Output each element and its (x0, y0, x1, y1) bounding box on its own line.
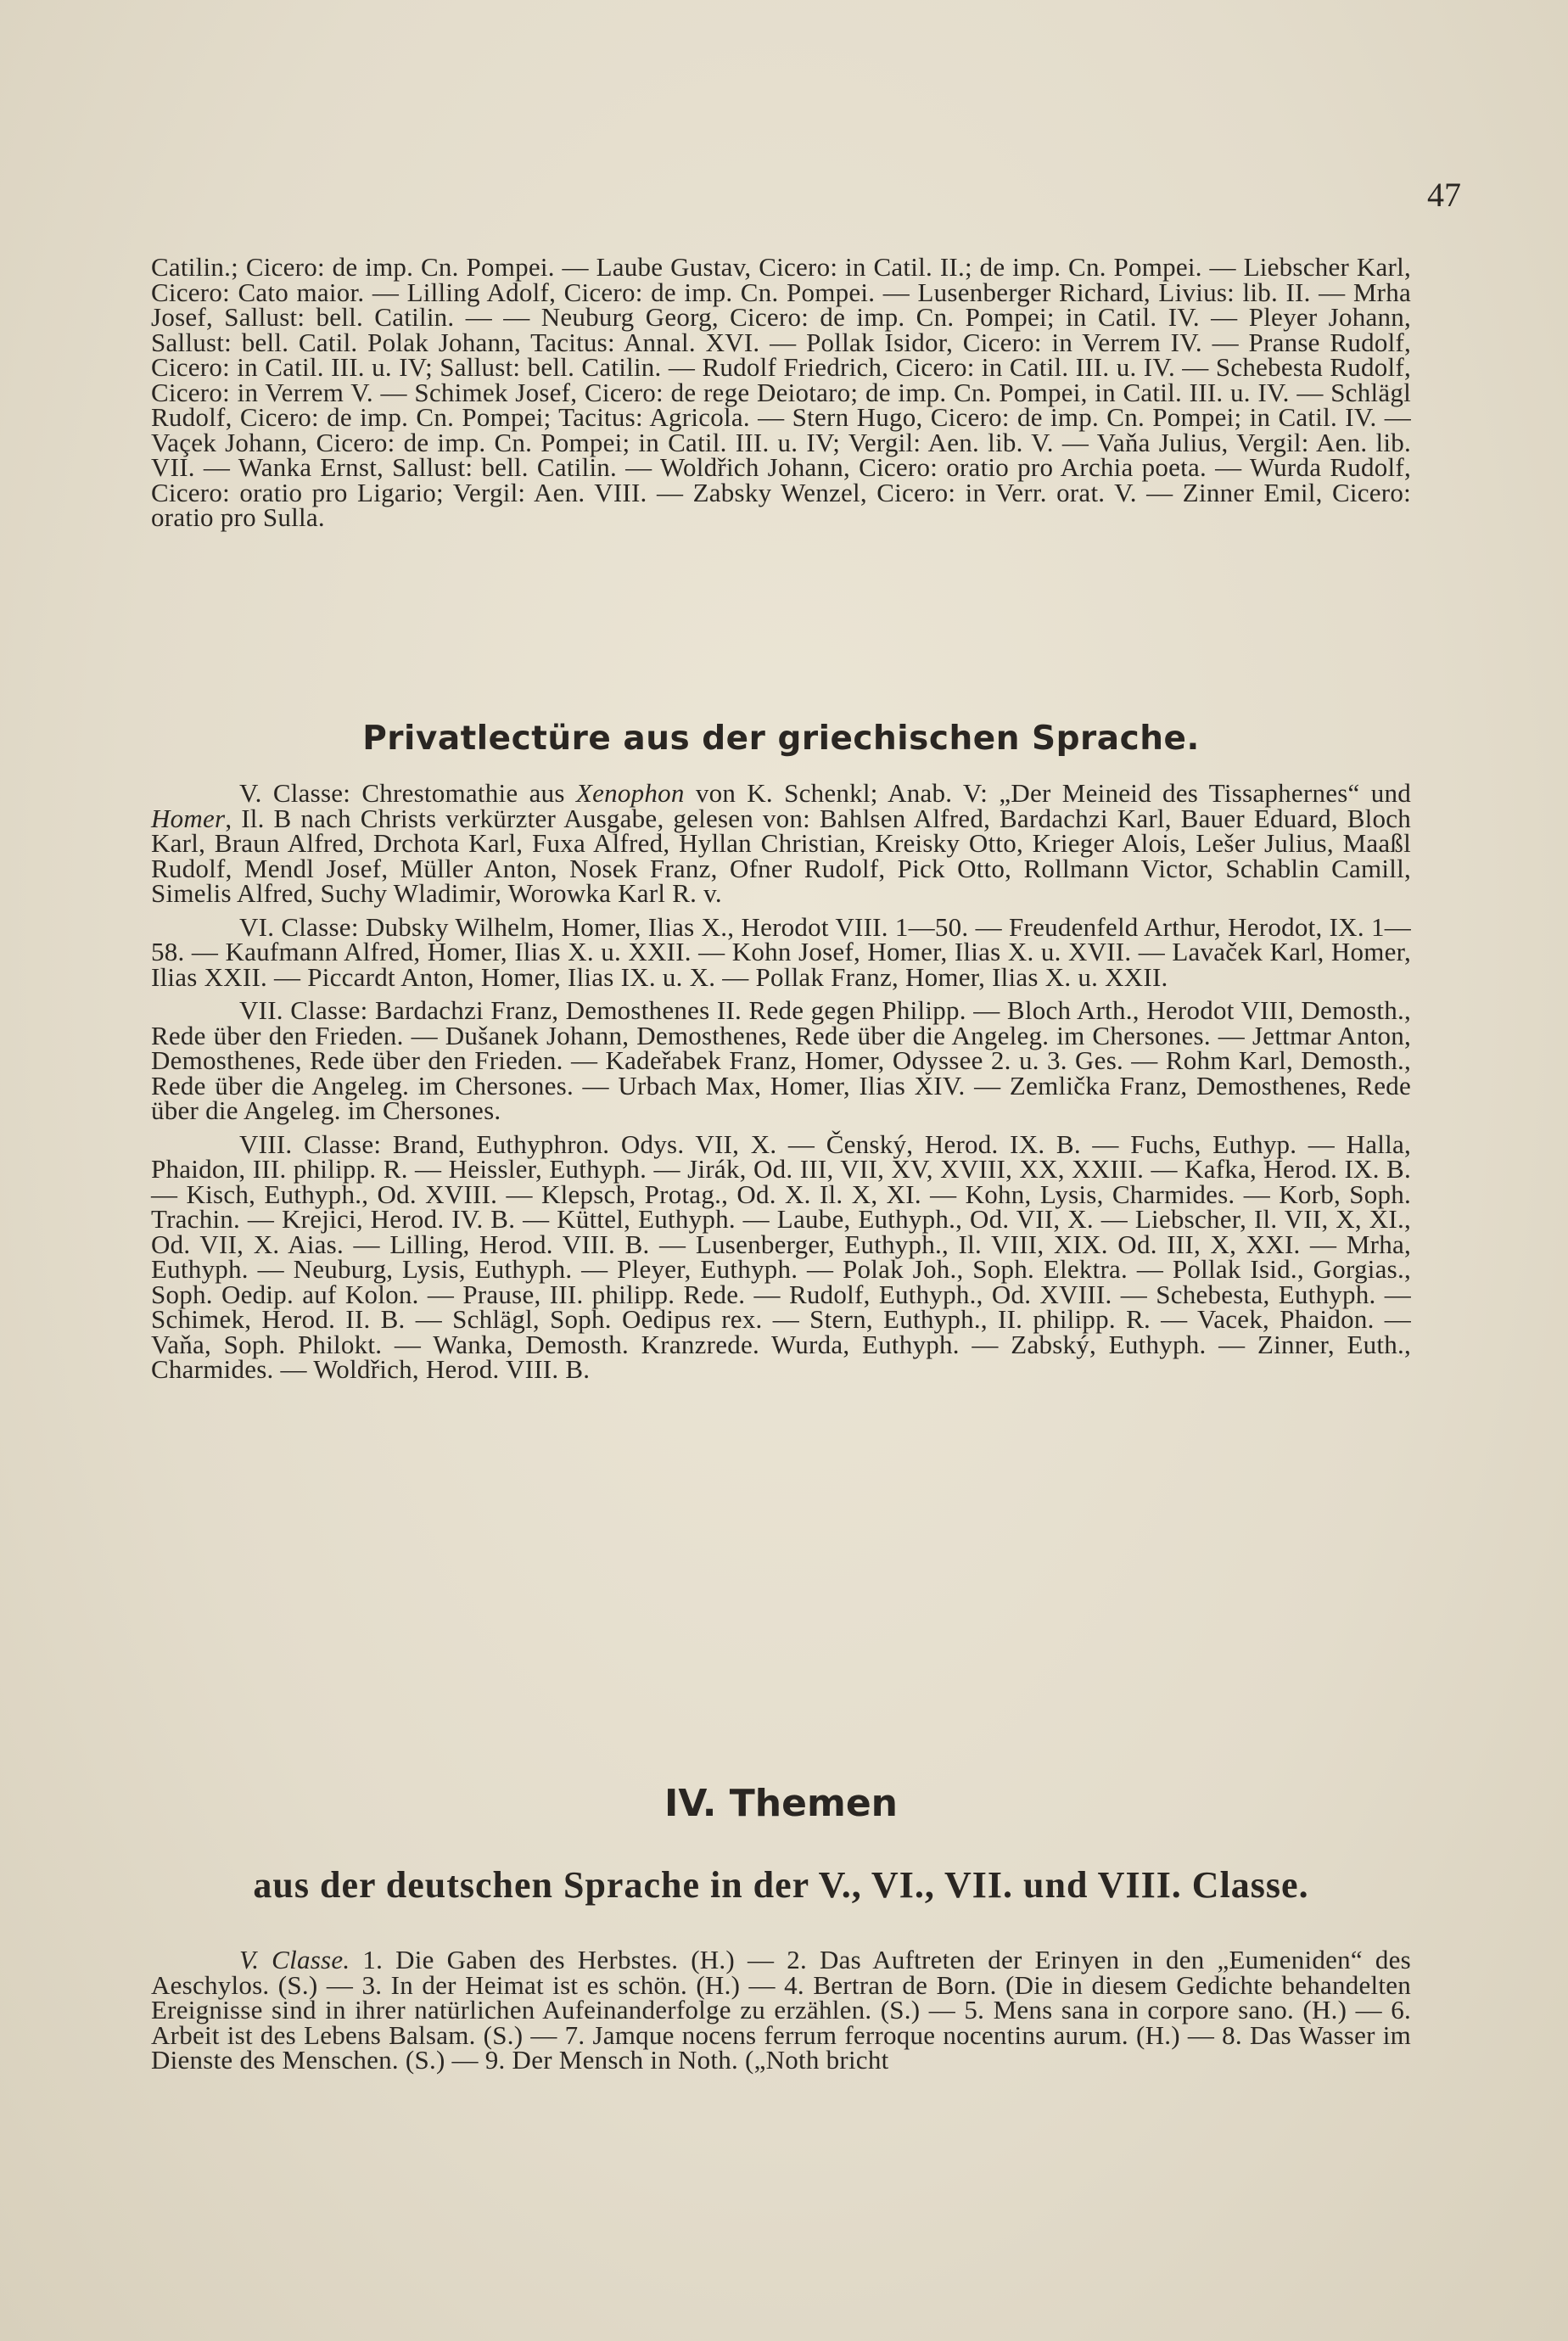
greek-section-heading-wrap (151, 720, 1411, 758)
class5-lead: V. Classe: Chrestomathie aus (239, 778, 576, 808)
themen-class-5-text: 1. Die Gaben des Herbstes. (H.) — 2. Das Auftreten der Erinyen in den „Eumeniden“ des Aeschylos. (S.) — 3. In der Heimat ist es schön. (H.) — 4. Bertran de Born. (Die in diesem Gedichte behandelten Ereignisse sind in ihrer natürlichen Aufeinanderfolge zu erzählen. (S.) — 5. Mens sana in corpore sano. (H.) — 6. Arbeit ist des Lebens Balsam. (S.) — 7. Jamque nocens ferrum ferroque nocentins aurum. (H.) — 8. Das Wasser im Dienste des Menschen. (S.) — 9. Der Mensch in Noth. („Noth bricht (151, 1945, 1411, 2075)
greek-class-7-paragraph: VII. Classe: Bardachzi Franz, Demosthenes II. Rede gegen Philipp. — Bloch Arth., Herodot VIII, Demosth., Rede über den Frieden. — Dušanek Johann, Demosthenes, Rede über die Angeleg. im Chersones. — Jettmar Anton, Demosthenes, Rede über den Frieden. — Kadeřabek Franz, Homer, Odyssee 2. u. 3. Ges. — Rohm Karl, Demosth., Rede über die Angeleg. im Chersones. — Urbach Max, Homer, Ilias XIV. — Zemlička Franz, Demosthenes, Rede über die Angeleg. im Chersones. (151, 995, 1411, 1125)
themen-class-5-paragraph (151, 1947, 1411, 2073)
greek-section-body (151, 778, 1411, 1384)
themen-subheading-wrap (151, 1863, 1411, 1907)
themen-section-heading: IV. Themen (664, 1782, 898, 1825)
greek-class-6-paragraph: VI. Classe: Dubsky Wilhelm, Homer, Ilias X., Herodot VIII. 1—50. — Freudenfeld Arthur, Herodot, IX. 1—58. — Kaufmann Alfred, Homer, Ilias X. u. XXII. — Kohn Josef, Homer, Ilias X. u. XVII. — Lavaček Karl, Homer, Ilias XXII. — Piccardt Anton, Homer, Ilias IX. u. X. — Pollak Franz, Homer, Ilias X. u. XXII. (151, 911, 1411, 992)
latin-list-paragraph: Catilin.; Cicero: de imp. Cn. Pompei. — Laube Gustav, Cicero: in Catil. II.; de imp. Cn. Pompei. — Liebscher Karl, Cicero: Cato maior. — Lilling Adolf, Cicero: de imp. Cn. Pompei. — Lusenberger Richard, Livius: lib. II. — Mrha Josef, Sallust: bell. Catilin. — — Neuburg Georg, Cicero: de imp. Cn. Pompei; in Catil. IV. — Pleyer Johann, Sallust: bell. Catil. Polak Johann, Tacitus: Annal. XVI. — Pollak Isidor, Cicero: in Verrem IV. — Pranse Rudolf, Cicero: in Catil. III. u. IV; Sallust: bell. Catilin. — Rudolf Friedrich, Cicero: in Catil. III. u. IV. — Schebesta Rudolf, Cicero: in Verrem V. — Schimek Josef, Cicero: de rege Deiotaro; de imp. Cn. Pompei, in Catil. III. u. IV. — Schlägl Rudolf, Cicero: de imp. Cn. Pompei; Tacitus: Agricola. — Stern Hugo, Cicero: de imp. Cn. Pompei; in Catil. IV. — Vaçek Johann, Cicero: de imp. Cn. Pompei; in Catil. III. u. IV; Vergil: Aen. lib. V. — Vaňa Julius, Vergil: Aen. lib. VII. — Wanka Ernst, Sallust: bell. Catilin. — Woldřich Johann, Cicero: oratio pro Archia poeta. — Wurda Rudolf, Cicero: oratio pro Ligario; Vergil: Aen. VIII. — Zabsky Wenzel, Cicero: in Verr. orat. V. — Zinner Emil, Cicero: oratio pro Sulla. (151, 252, 1411, 532)
greek-class-5-paragraph (151, 778, 1411, 908)
themen-class-label: V. Classe. (239, 1945, 350, 1974)
class5-author-homer: Homer (151, 803, 226, 833)
class5-author-xenophon: Xenophon (575, 778, 685, 808)
themen-section-subheading: aus der deutschen Sprache in der V., VI., VII. und VIII. Classe. (253, 1864, 1309, 1906)
class5-mid: von K. Schenkl; Anab. V: „Der Meineid des Tissaphernes“ und (684, 778, 1411, 808)
page-number: 47 (1427, 176, 1461, 214)
themen-heading-wrap (151, 1782, 1411, 1825)
greek-class-8-paragraph: VIII. Classe: Brand, Euthyphron. Odys. VII, X. — Čenský, Herod. IX. B. — Fuchs, Euthyp. — Halla, Phaidon, III. philipp. R. — Heissler, Euthyph. — Jirák, Od. III, VII, XV, XVIII, XX, XXIII. — Kafka, Herod. IX. B. — Kisch, Euthyph., Od. XVIII. — Klepsch, Protag., Od. X. Il. X, XI. — Kohn, Lysis, Charmides. — Korb, Soph. Trachin. — Krejici, Herod. IV. B. — Küttel, Euthyph. — Laube, Euthyph., Od. VII, X. — Liebscher, Il. VII, X, XI., Od. VII, X. Aias. — Lilling, Herod. VIII. B. — Lusenberger, Euthyph., Il. VIII, XIX. Od. III, X, XXI. — Mrha, Euthyph. — Neuburg, Lysis, Euthyph. — Pleyer, Euthyph. — Polak Joh., Soph. Elektra. — Pollak Isid., Gorgias., Soph. Oedip. auf Kolon. — Prause, III. philipp. Rede. — Rudolf, Euthyph., Od. XVIII. — Schebesta, Euthyph. — Schimek, Herod. II. B. — Schlägl, Soph. Oedipus rex. — Stern, Euthyph., II. philipp. R. — Vacek, Phaidon. — Vaňa, Soph. Philokt. — Wanka, Demosth. Kranzrede. Wurda, Euthyph. — Zabský, Euthyph. — Zinner, Euth., Charmides. — Woldřich, Herod. VIII. B. (151, 1128, 1411, 1384)
class5-rest: , Il. B nach Christs verkürzter Ausgabe, gelesen von: Bahlsen Alfred, Bardachzi Karl, Bauer Eduard, Bloch Karl, Braun Alfred, Drchota Karl, Fuxa Alfred, Hyllan Christian, Kreisky Otto, Krieger Alois, Lešer Julius, Maaßl Rudolf, Mendl Josef, Müller Anton, Nosek Franz, Ofner Rudolf, Pick Otto, Rollmann Victor, Schablin Camill, Simelis Alfred, Suchy Wladimir, Worowka Karl R. v. (151, 803, 1411, 908)
latin-reading-list (151, 252, 1411, 532)
greek-section-heading: Privatlectüre aus der griechischen Sprache. (362, 720, 1200, 758)
themen-body (151, 1947, 1411, 2073)
